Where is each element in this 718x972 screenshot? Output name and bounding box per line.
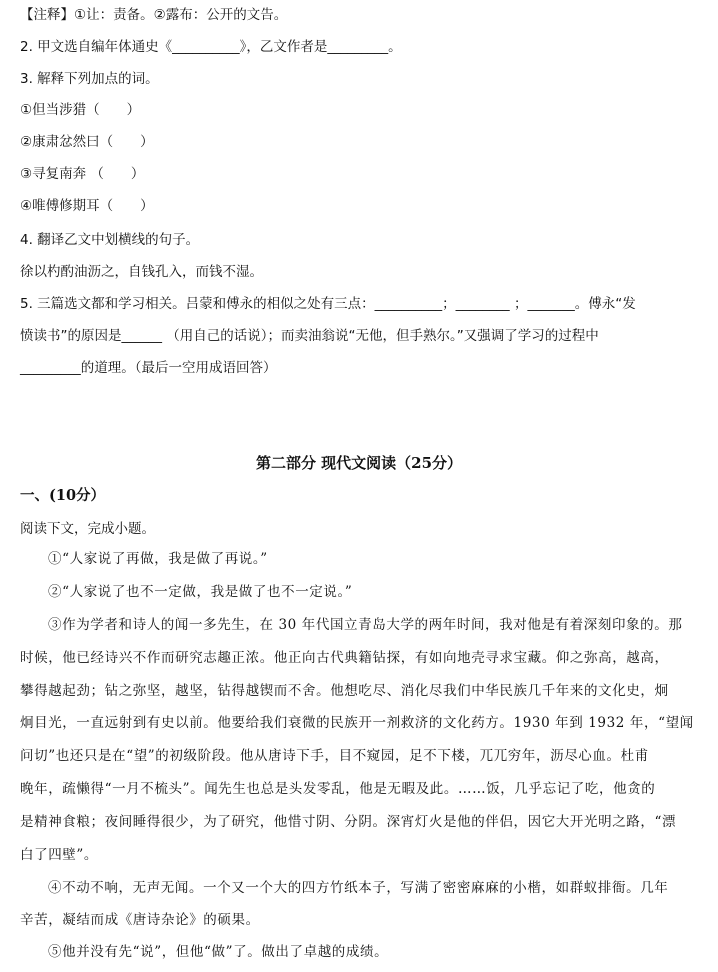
question-3-item: ①但当涉猎（ ） (20, 102, 141, 118)
question-3-title: 3. 解释下列加点的词。 (20, 71, 159, 87)
question-4-title: 4. 翻译乙文中划横线的句子。 (20, 232, 200, 248)
passage-paragraph-5: ⑤他并没有先“说”，但他“做”了。做出了卓越的成绩。 (48, 944, 389, 960)
question-4-sentence: 徐以杓酌油沥之，自钱孔入，而钱不湿。 (20, 264, 263, 280)
passage-paragraph-3-line: 炯目光，一直远射到有史以前。他要给我们衰微的民族开一剂救济的文化药方。1930 年到 1932 年，“望闻 (20, 715, 694, 731)
reading-prompt: 阅读下文，完成小题。 (20, 521, 155, 537)
passage-paragraph-1: ①“人家说了再做，我是做了再说。” (48, 551, 268, 567)
passage-paragraph-3-line: 晚年，疏懒得“一月不梳头”。闻先生也总是头发零乱，他是无暇及此。……饭，几乎忘记了吃，他贪的 (20, 781, 656, 797)
section-1-heading: 一、(10分） (20, 487, 106, 504)
annotation-note: 【注释】①让：责备。②露布：公开的文告。 (20, 7, 288, 23)
question-3-item: ②康肃忿然曰（ ） (20, 134, 154, 150)
passage-paragraph-3-line: ③作为学者和诗人的闻一多先生，在 30 年代国立青岛大学的两年时间，我对他是有着深刻印象的。那 (48, 617, 683, 633)
passage-paragraph-3-line: 时候，他已经诗兴不作而研究志趣正浓。他正向古代典籍钻探，有如向地壳寻求宝藏。仰之弥高，越高， (20, 650, 669, 666)
question-5-line: _________的道理。（最后一空用成语回答） (20, 360, 277, 376)
passage-paragraph-4-line: 辛苦，凝结而成《唐诗杂论》的硕果。 (20, 912, 260, 928)
question-3-item: ④唯傅修期耳（ ） (20, 198, 154, 214)
passage-paragraph-4-line: ④不动不响，无声无闻。一个又一个大的四方竹纸本子，写满了密密麻麻的小楷，如群蚁排衙。几年 (48, 880, 669, 896)
question-2: 2. 甲文选自编年体通史《__________》，乙文作者是_________。 (20, 39, 402, 55)
passage-paragraph-3-line: 白了四壁”。 (20, 847, 99, 863)
question-5-line: 5. 三篇选文都和学习相关。吕蒙和傅永的相似之处有三点：__________；________ ；_______。傅永“发 (20, 296, 636, 312)
passage-paragraph-3-line: 问切”也还只是在“望”的初级阶段。他从唐诗下手，目不窥园，足不下楼，兀兀穷年，沥尽心血。杜甫 (20, 748, 649, 764)
passage-paragraph-3-line: 攀得越起劲；钻之弥坚，越坚，钻得越锲而不舍。他想吃尽、消化尽我们中华民族几千年来的文化史，炯 (20, 683, 669, 699)
passage-paragraph-2: ②“人家说了也不一定做，我是做了也不一定说。” (48, 584, 353, 600)
question-3-item: ③寻复南奔 （ ） (20, 166, 145, 182)
question-5-line: 愤读书”的原因是______ （用自己的话说）；而卖油翁说“无他，但手熟尔。”又强调了学习的过程中 (20, 328, 599, 344)
passage-paragraph-3-line: 是精神食粮；夜间睡得很少，为了研究，他惜寸阴、分阴。深宵灯火是他的伴侣，因它大开光明之路，“漂 (20, 814, 677, 830)
part-2-heading: 第二部分 现代文阅读（25分） (255, 454, 463, 472)
